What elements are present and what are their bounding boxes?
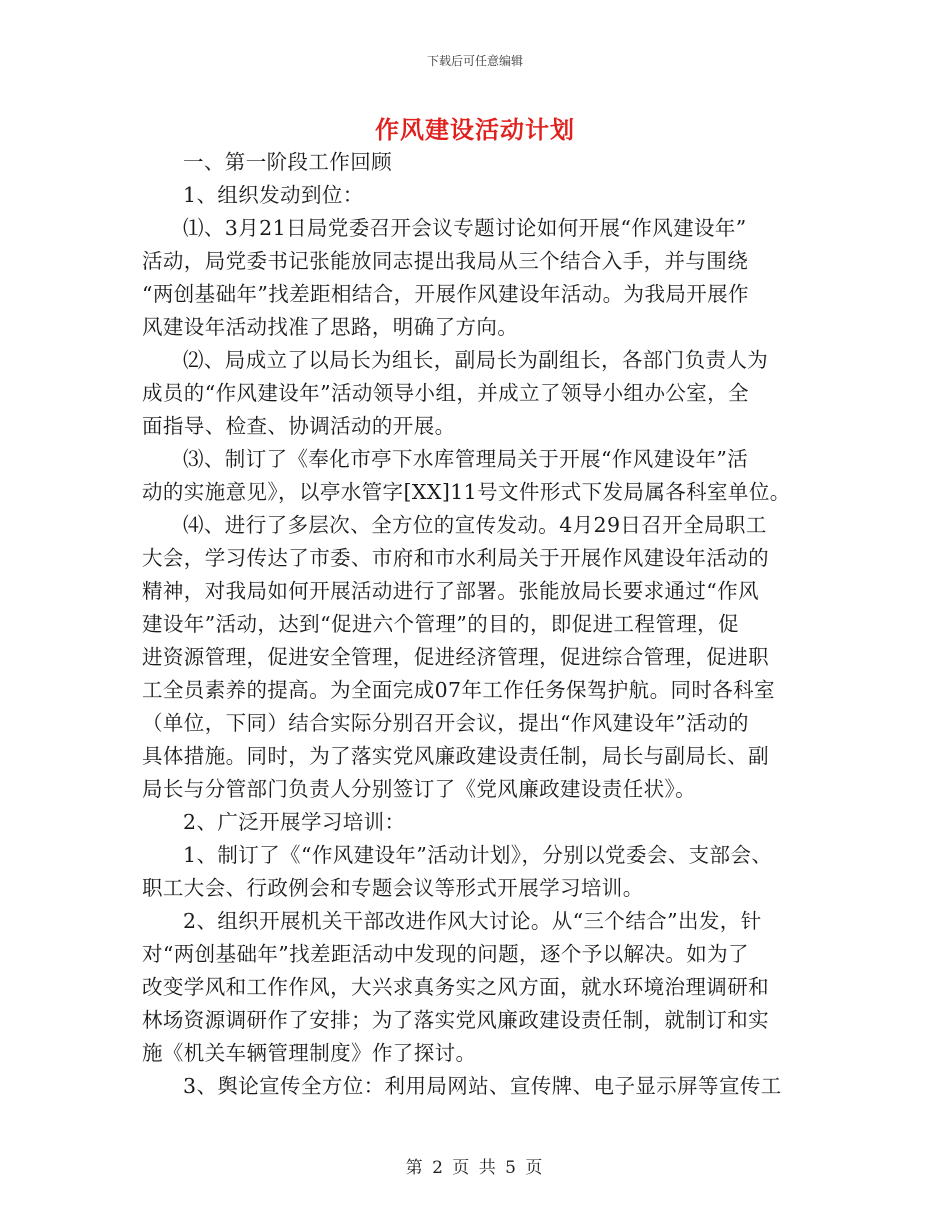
text-line: 成员的“作风建设年”活动领导小组，并成立了领导小组办公室，全 <box>142 381 749 405</box>
text-line: 改变学风和工作作风，大兴求真务实之风方面，就水环境治理调研和 <box>142 975 769 999</box>
document-body <box>142 146 808 1103</box>
text-line: 局长与分管部门负责人分别签订了《党风廉政建设责任状》。 <box>142 777 697 801</box>
text-line: ⑶、制订了《奉化市亭下水库管理局关于开展“作风建设年”活 <box>183 447 749 471</box>
text-line: 动的实施意见》，以亭水管字[XX]11号文件形式下发局属各科室单位。 <box>142 480 791 504</box>
text-line: 1、组织发动到位： <box>183 183 364 207</box>
text-line: ⑵、局成立了以局长为组长，副局长为副组长，各部门负责人为 <box>183 348 769 372</box>
text-line: 3、舆论宣传全方位：利用局网站、宣传牌、电子显示屏等宣传工 <box>183 1074 782 1098</box>
text-line: 职工大会、行政例会和专题会议等形式开展学习培训。 <box>142 876 644 900</box>
text-line: 面指导、检查、协调活动的开展。 <box>142 414 456 438</box>
text-line: 建设年”活动，达到“促进六个管理”的目的，即促进工程管理，促 <box>142 612 739 636</box>
text-line: ⑴、3月21日局党委召开会议专题讨论如何开展“作风建设年” <box>183 216 747 240</box>
text-line: 2、广泛开展学习培训： <box>183 810 406 834</box>
text-line: 1、制订了《“作风建设年”活动计划》，分别以党委会、支部会、 <box>183 843 773 867</box>
text-line: 林场资源调研作了安排；为了落实党风廉政建设责任制，就制订和实 <box>142 1008 769 1032</box>
text-line: 一、第一阶段工作回顾 <box>183 150 392 174</box>
text-line: ⑷、进行了多层次、全方位的宣传发动。4月29日召开全局职工 <box>183 513 767 537</box>
text-line: 活动，局党委书记张能放同志提出我局从三个结合入手，并与围绕 <box>142 249 749 273</box>
text-line: 对“两创基础年”找差距活动中发现的问题，逐个予以解决。如为了 <box>142 942 749 966</box>
text-line: 工全员素养的提高。为全面完成07年工作任务保驾护航。同时各科室 <box>142 678 775 702</box>
text-line: 施《机关车辆管理制度》作了探讨。 <box>142 1041 477 1065</box>
document-title: 作风建设活动计划 <box>375 116 575 144</box>
text-line: “两创基础年”找差距相结合，开展作风建设年活动。为我局开展作 <box>142 282 749 306</box>
text-line: 大会，学习传达了市委、市府和市水利局关于开展作风建设年活动的 <box>142 546 769 570</box>
page-footer: 第 2 页 共 5 页 <box>405 1158 545 1178</box>
header-note: 下载后可任意编辑 <box>426 54 523 68</box>
text-line: 风建设年活动找准了思路，明确了方向。 <box>142 315 519 339</box>
text-line: 具体措施。同时，为了落实党风廉政建设责任制，局长与副局长、副 <box>142 744 769 768</box>
text-line: 精神，对我局如何开展活动进行了部署。张能放局长要求通过“作风 <box>142 579 759 603</box>
text-line: 2、组织开展机关干部改进作风大讨论。从“三个结合”出发，针 <box>183 909 762 933</box>
text-line: 进资源管理，促进安全管理，促进经济管理，促进综合管理，促进职 <box>142 645 769 669</box>
text-line: （单位，下同）结合实际分别召开会议，提出“作风建设年”活动的 <box>142 711 749 735</box>
